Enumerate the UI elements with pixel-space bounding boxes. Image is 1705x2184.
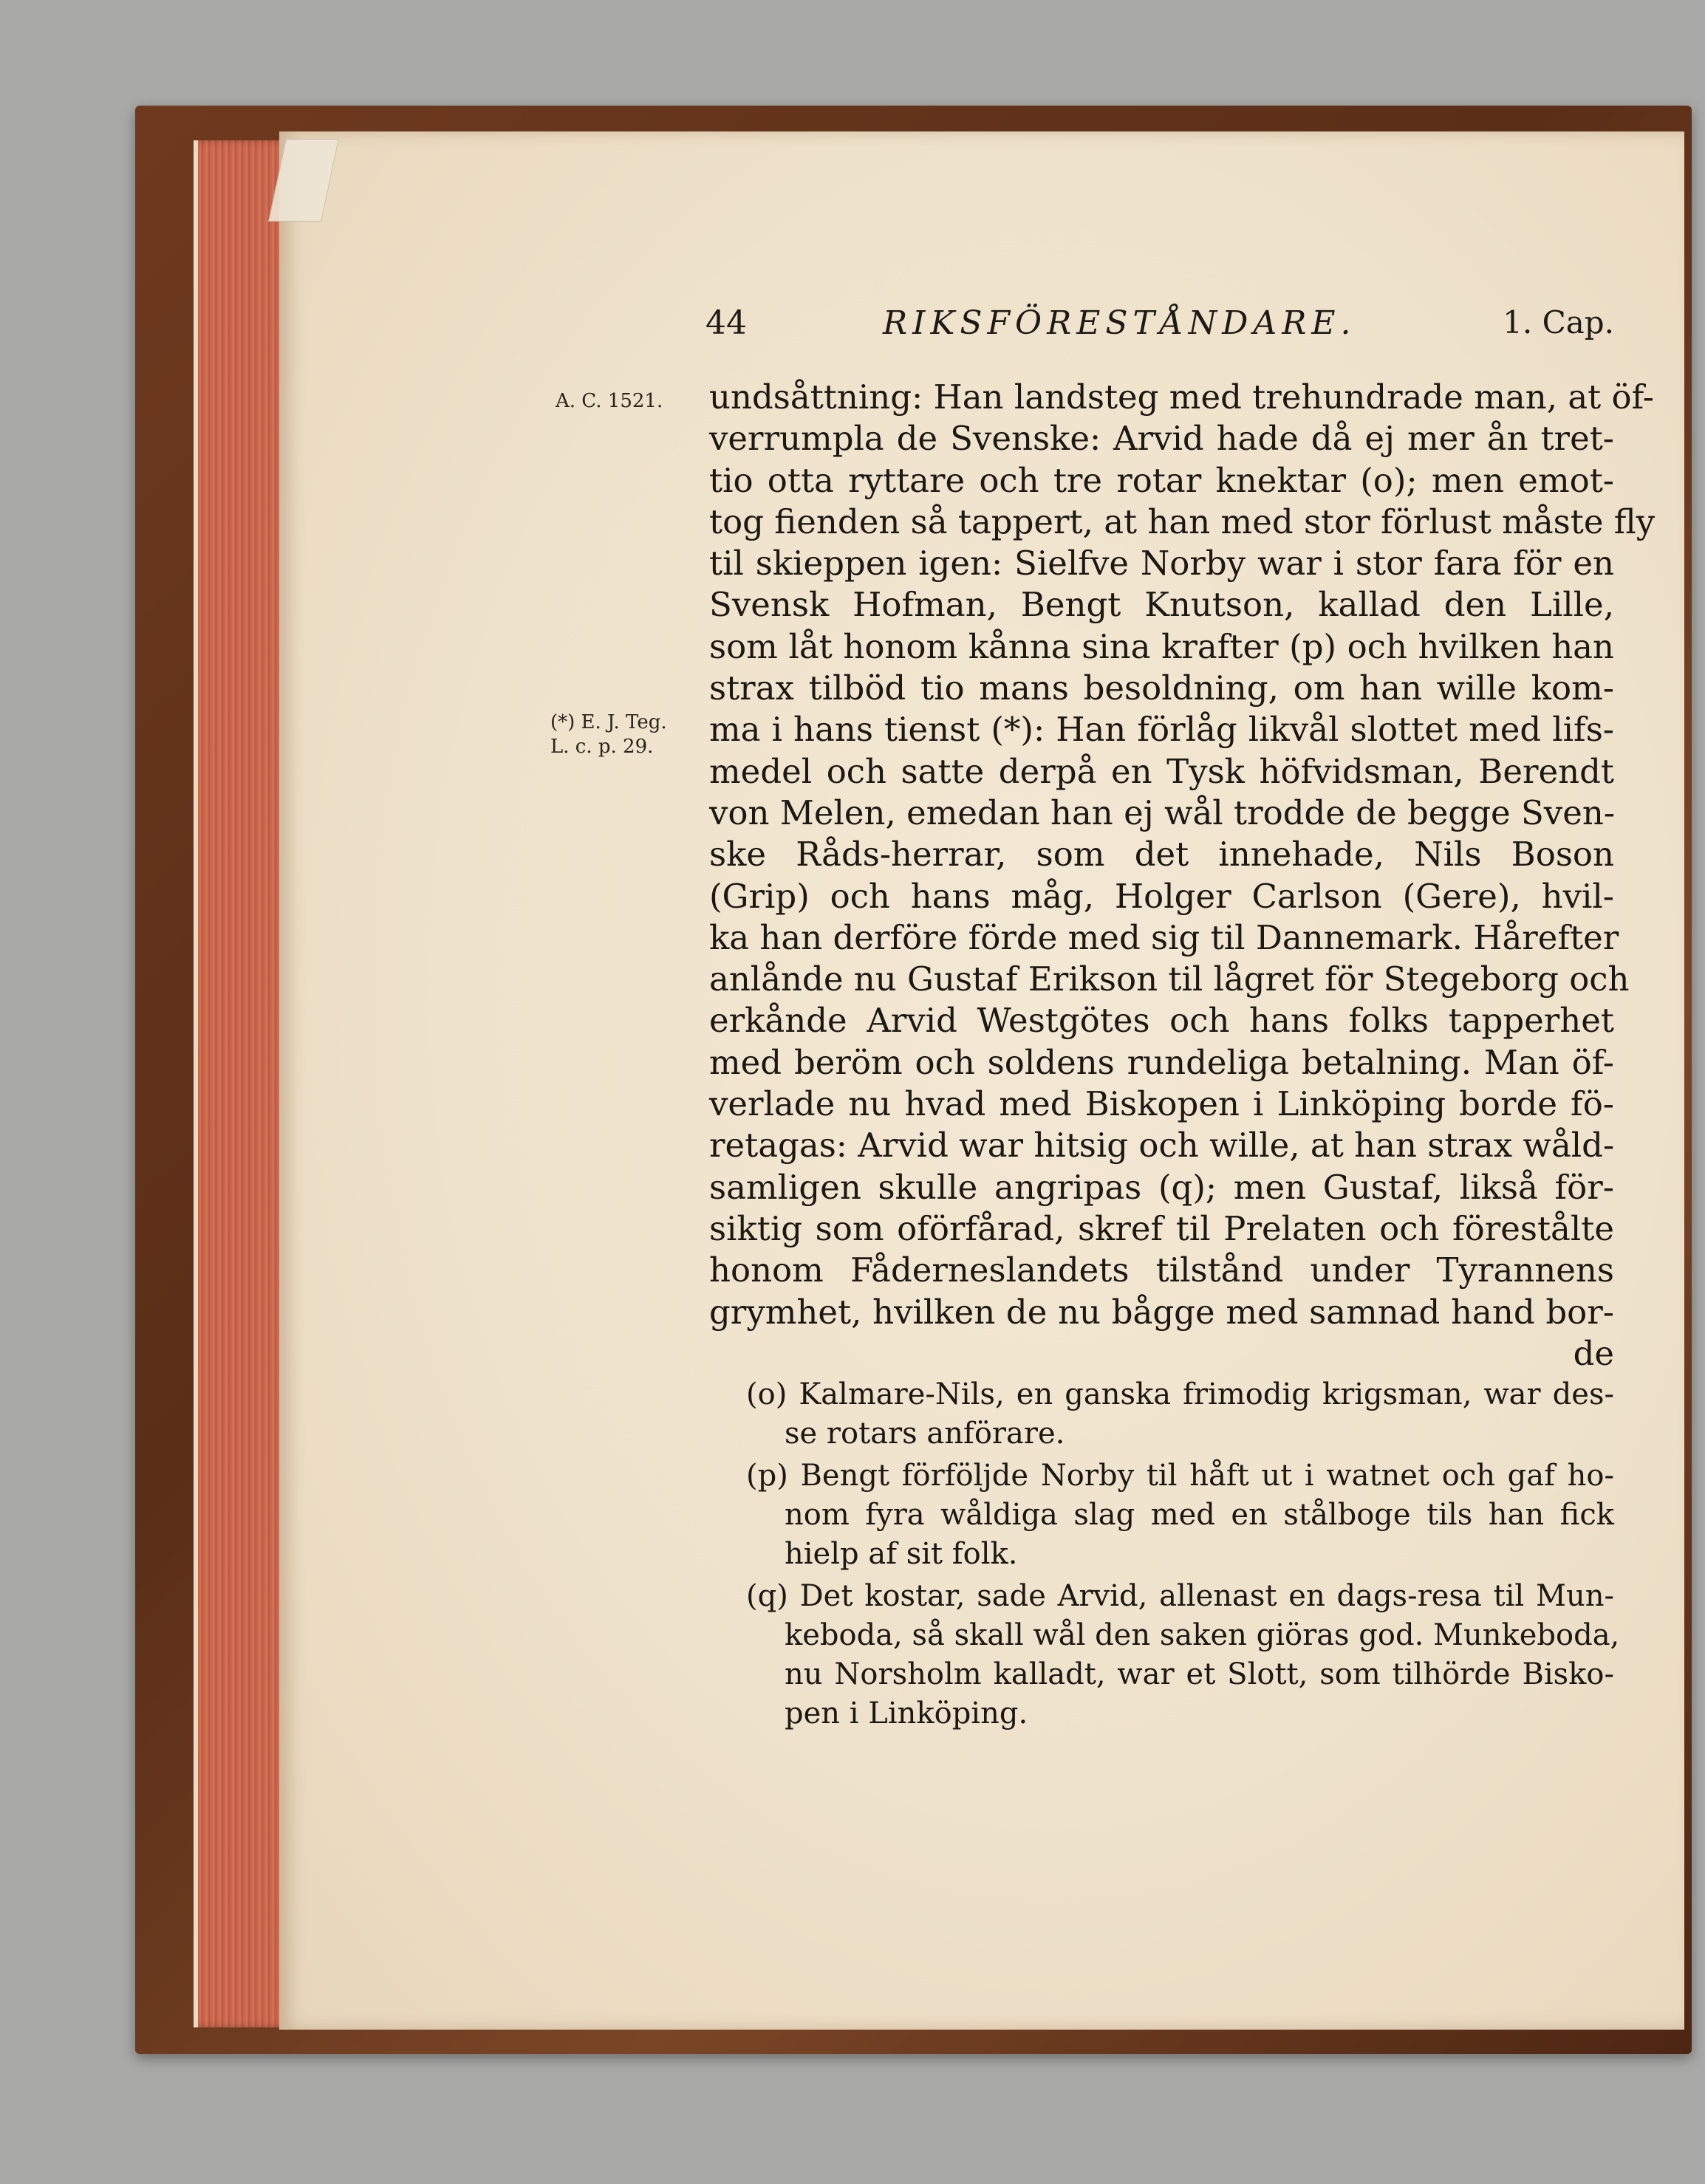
body-text bbox=[709, 377, 1656, 1375]
margin-note-ref-2: L. c. p. 29. bbox=[550, 736, 654, 758]
text-line: anlånde nu Gustaf Erikson til lågret för Stegeborg och bbox=[709, 959, 1630, 999]
text-line: medel och satte derpå en Tysk höfvidsman, Berendt bbox=[709, 751, 1614, 791]
text-line: ka han derföre förde med sig til Dannemark. Hårefter bbox=[709, 917, 1619, 957]
text-line: strax tilböd tio mans besoldning, om han wille kom- bbox=[709, 668, 1614, 708]
footnote-line: (p) Bengt förföljde Norby til håft ut i watnet och gaf ho- bbox=[746, 1459, 1614, 1493]
text-line: von Melen, emedan han ej wål trodde de begge Sven- bbox=[709, 793, 1616, 832]
footnote-line: (q) Det kostar, sade Arvid, allenast en dags-resa til Mun- bbox=[746, 1579, 1614, 1613]
footnote-line: nu Norsholm kalladt, war et Slott, som tilhörde Bisko- bbox=[785, 1657, 1614, 1691]
text-line: med beröm och soldens rundeliga betalning. Man öf- bbox=[709, 1042, 1614, 1082]
text-line: som låt honom kånna sina krafter (p) och hvilken han bbox=[709, 626, 1614, 666]
text-line: siktig som oförfårad, skref til Prelaten och förestålte bbox=[709, 1208, 1614, 1248]
text-line: verrumpla de Svenske: Arvid hade då ej mer ån tret- bbox=[709, 419, 1614, 459]
margin-note-year: A. C. 1521. bbox=[556, 390, 663, 412]
footnote-line: pen i Linköping. bbox=[785, 1697, 1028, 1731]
text-line: erkånde Arvid Westgötes och hans folks tapperhet bbox=[709, 1001, 1614, 1041]
footnote bbox=[746, 1375, 1614, 1454]
footnote-line: se rotars anförare. bbox=[785, 1417, 1065, 1451]
text-line: tog fienden så tappert, at han med stor förlust måste fly bbox=[709, 502, 1656, 541]
text-line: retagas: Arvid war hitsig och wille, at han strax wåld- bbox=[709, 1126, 1615, 1165]
text-line: til skieppen igen: Sielfve Norby war i stor fara för en bbox=[709, 544, 1614, 583]
text-line: de bbox=[1573, 1333, 1614, 1373]
footnote-line: (o) Kalmare-Nils, en ganska frimodig krigsman, war des- bbox=[746, 1377, 1614, 1411]
text-line: undsåttning: Han landsteg med trehundrade man, at öf- bbox=[709, 377, 1654, 417]
page-number: 44 bbox=[705, 304, 747, 342]
text-line: samligen skulle angripas (q); men Gustaf, likså för- bbox=[709, 1167, 1614, 1207]
footnote bbox=[746, 1577, 1620, 1733]
footnotes bbox=[746, 1375, 1620, 1736]
footnote-line: nom fyra wåldiga slag med en stålboge tils han fick bbox=[785, 1498, 1614, 1532]
text-line: grymhet, hvilken de nu bågge med samnad hand bor- bbox=[709, 1292, 1614, 1332]
text-line: (Grip) och hans måg, Holger Carlson (Gere), hvil- bbox=[709, 876, 1614, 916]
footnote bbox=[746, 1456, 1614, 1574]
text-line: ma i hans tienst (*): Han förlåg likvål slottet med lifs- bbox=[709, 710, 1614, 750]
footnote-line: hielp af sit folk. bbox=[785, 1537, 1018, 1571]
text-line: Svensk Hofman, Bengt Knutson, kallad den Lille, bbox=[709, 585, 1614, 625]
text-line: ske Råds-herrar, som det innehade, Nils Boson bbox=[709, 835, 1614, 874]
margin-note-ref-1: (*) E. J. Teg. bbox=[550, 711, 667, 733]
text-line: verlade nu hvad med Biskopen i Linköping borde fö- bbox=[709, 1084, 1614, 1124]
text-line: honom Fåderneslandets tilstånd under Tyrannens bbox=[709, 1250, 1614, 1290]
text-line: tio otta ryttare och tre rotar knektar (o); men emot- bbox=[709, 460, 1614, 500]
running-title: RIKSFÖRESTÅNDARE. bbox=[883, 304, 1356, 342]
page-edges bbox=[194, 140, 293, 2027]
footnote-line: keboda, så skall wål den saken giöras god. Munkeboda, bbox=[785, 1618, 1620, 1652]
page-header bbox=[705, 304, 1614, 349]
chapter-label: 1. Cap. bbox=[1503, 304, 1614, 340]
